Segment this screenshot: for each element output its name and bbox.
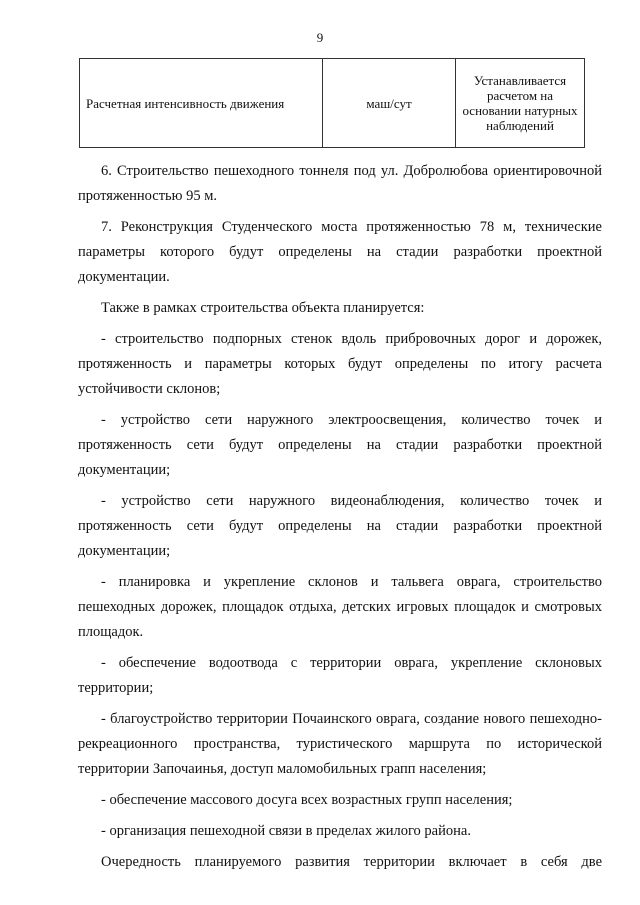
table-cell-unit: маш/сут — [323, 59, 456, 148]
paragraph — [78, 159, 602, 209]
paragraph — [78, 215, 602, 290]
paragraph — [78, 408, 602, 483]
paragraph — [78, 296, 602, 321]
paragraph-text: - устройство сети наружного электроосвещения, количество точек и протяженность сети будут определены на стадии разработки проектной документации; — [78, 412, 602, 478]
paragraph-text: - благоустройство территории Почаинского оврага, создание нового пешеходно-рекреационного пространства, туристического маршрута по исторической территории Започаинья, доступ маломобильных грапп населения; — [78, 711, 602, 777]
table-cell-parameter: Расчетная интенсивность движения — [80, 59, 323, 148]
paragraph — [78, 788, 602, 813]
paragraph-text: - планировка и укрепление склонов и тальвега оврага, строительство пешеходных дорожек, площадок отдыха, детских игровых площадок и смотровых площадок. — [78, 574, 602, 640]
paragraph-text: - обеспечение массового досуга всех возрастных групп населения; — [101, 792, 513, 808]
paragraph — [78, 570, 602, 645]
paragraph-text: Очередность планируемого развития территории включает в себя две — [101, 854, 602, 870]
document-body — [78, 159, 602, 881]
table-row — [80, 59, 585, 148]
table-cell-value: Устанавливается расчетом на основании натурных наблюдений — [456, 59, 585, 148]
paragraph-text: 6. Строительство пешеходного тоннеля под ул. Добролюбова ориентировочной протяженностью 95 м. — [78, 163, 602, 204]
paragraph-text: - устройство сети наружного видеонаблюдения, количество точек и протяженность сети будут определены на стадии разработки проектной документации; — [78, 493, 602, 559]
paragraph — [78, 707, 602, 782]
paragraph — [78, 489, 602, 564]
paragraph — [78, 327, 602, 402]
paragraph-text: - строительство подпорных стенок вдоль прибровочных дорог и дорожек, протяженность и параметры которых будут определены по итогу расчета устойчивости склонов; — [78, 331, 602, 397]
paragraph-text: 7. Реконструкция Студенческого моста протяженностью 78 м, технические параметры которого будут определены на стадии разработки проектной документации. — [78, 219, 602, 285]
parameters-table — [79, 58, 585, 148]
paragraph — [78, 651, 602, 701]
page-number: 9 — [316, 30, 324, 45]
paragraph — [78, 850, 602, 875]
paragraph-text: - обеспечение водоотвода с территории оврага, укрепление склоновых территории; — [78, 655, 602, 696]
paragraph-text: Также в рамках строительства объекта планируется: — [101, 300, 425, 316]
paragraph-text: - организация пешеходной связи в пределах жилого района. — [101, 823, 471, 839]
paragraph — [78, 819, 602, 844]
